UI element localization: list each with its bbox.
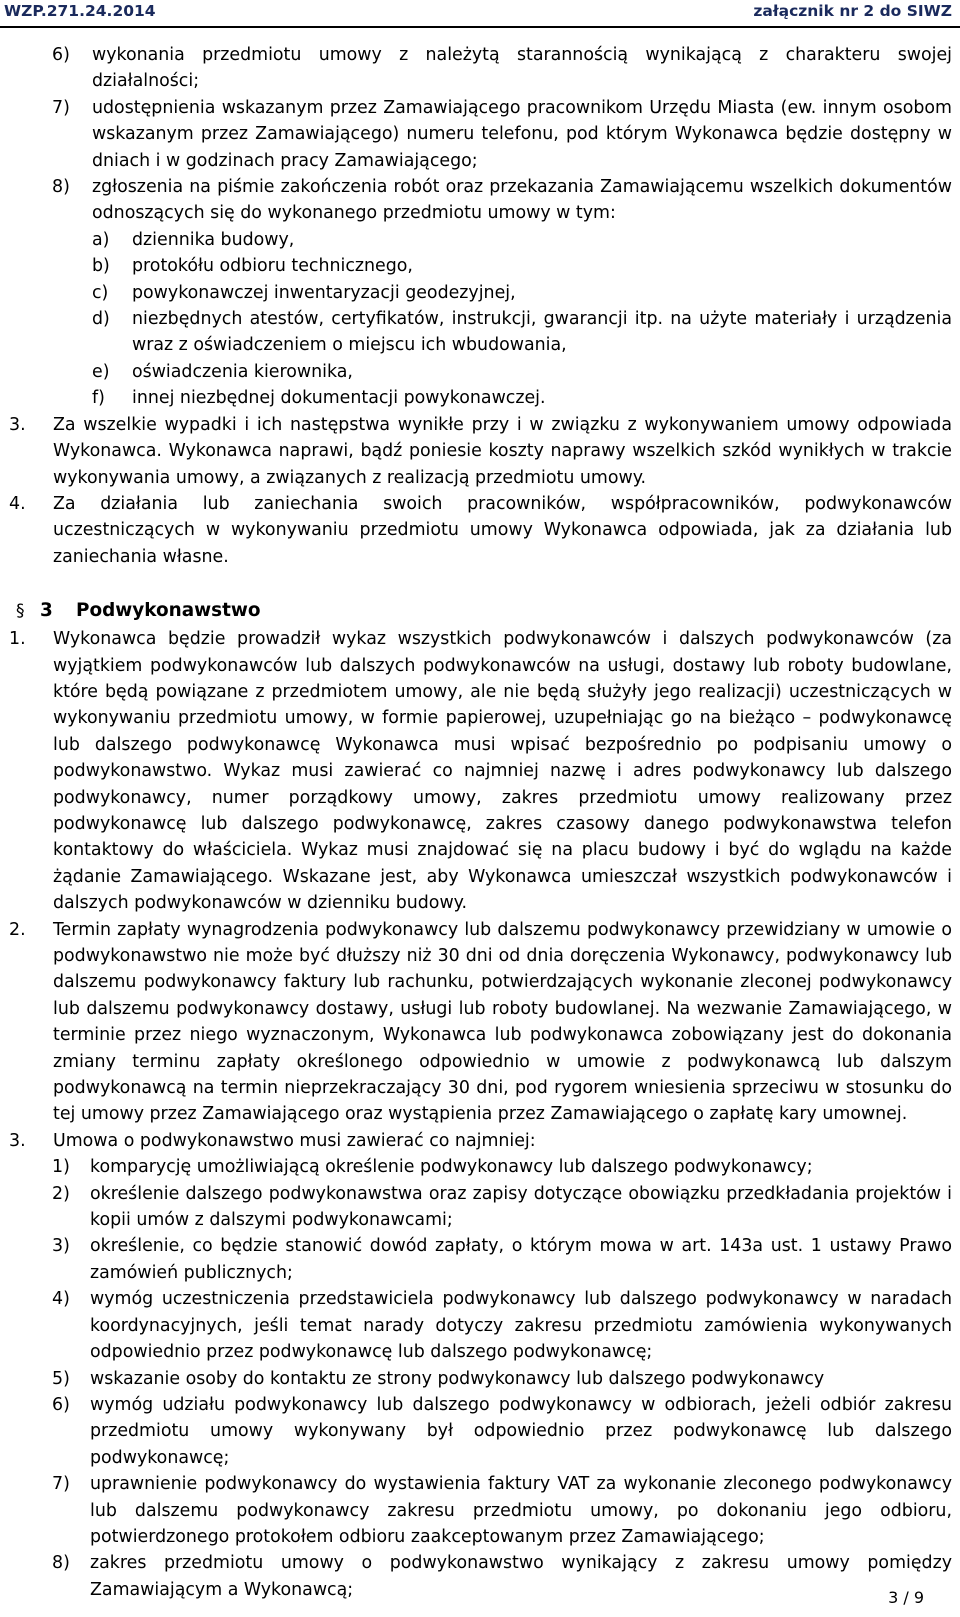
sub-list-item	[0, 359, 960, 385]
list-item	[0, 42, 960, 95]
item-letter: e)	[92, 361, 110, 382]
sub-list-item	[0, 227, 960, 253]
sub-list-item	[0, 280, 960, 306]
item-text: określenie dalszego podwykonawstwa oraz zapisy dotyczące obowiązku przedkładania projektów i kopii umów z dalszymi podwykonawcami;	[90, 1183, 952, 1231]
item-text: komparycję umożliwiającą określenie podwykonawcy lub dalszego podwykonawcy;	[90, 1157, 813, 1178]
item-number: 8)	[52, 1553, 70, 1574]
point-number: 2.	[9, 919, 26, 940]
point-number: 1.	[9, 629, 26, 650]
sub-list-item	[0, 385, 960, 411]
item-number: 7)	[52, 1474, 70, 1495]
item-text: powykonawczej inwentaryzacji geodezyjnej,	[132, 282, 516, 303]
point-text: Umowa o podwykonawstwo musi zawierać co najmniej:	[53, 1130, 536, 1151]
contract-requirement	[0, 1471, 960, 1550]
point-number: 3.	[9, 414, 26, 435]
item-number: 4)	[52, 1289, 70, 1310]
document-body	[0, 42, 960, 1603]
contract-requirement	[0, 1286, 960, 1365]
item-number: 3)	[52, 1236, 70, 1257]
item-text: udostępnienia wskazanym przez Zamawiającego pracownikom Urzędu Miasta (ew. innym osobom wskazanym przez Zamawiającego) numeru telefonu, pod którym Wykonawca będzie dostępny w dniach i w godzinach pracy Zamawiającego;	[92, 97, 952, 171]
attachment-label: załącznik nr 2 do SIWZ	[753, 2, 952, 20]
point-text: Wykonawca będzie prowadził wykaz wszystkich podwykonawców i dalszych podwykonawców (za wyjątkiem podwykonawców lub dalszych podwykonawców na usługi, dostawy lub roboty budowlane, które będą powiązane z przedmiotem umowy, ale nie będą służyły jego realizacji) uczestniczących w wykonywaniu przedmiotu umowy, w formie papierowej, uzupełniając go na bieżąco – podwykonawcę lub dalszego podwykonawcę Wykonawca musi wpisać bezpośrednio po podpisaniu umowy o podwykonawstwo. Wykaz musi zawierać co najmniej nazwę i adres podwykonawcy lub dalszego podwykonawcy, numer porządkowy umowy, zakres przedmiotu umowy realizowany przez podwykonawcę lub dalszego podwykonawcę, zakres czasowy danego podwykonawstwa telefon kontaktowy do właściciela. Wykaz musi znajdować się na placu budowy i być do wglądu na każde żądanie Zamawiającego. Wskazane jest, aby Wykonawca umieszczał wszystkich podwykonawców i dalszych podwykonawców w dzienniku budowy.	[53, 629, 952, 914]
contract-requirement	[0, 1181, 960, 1234]
item-number: 1)	[52, 1157, 70, 1178]
item-letter: b)	[92, 256, 110, 277]
section-number: 3	[40, 600, 53, 622]
paragraph-point	[0, 1128, 960, 1154]
item-letter: c)	[92, 282, 109, 303]
paragraph-point	[0, 491, 960, 570]
item-text: protokółu odbioru technicznego,	[132, 256, 413, 277]
paragraph-point	[0, 412, 960, 491]
item-number: 2)	[52, 1183, 70, 1204]
contract-requirement	[0, 1366, 960, 1392]
item-text: wskazanie osoby do kontaktu ze strony podwykonawcy lub dalszego podwykonawcy	[90, 1368, 825, 1389]
point-text: Za działania lub zaniechania swoich pracowników, współpracowników, podwykonawców uczestniczących w wykonywaniu przedmiotu umowy Wykonawca odpowiada, jak za działania lub zaniechania własne.	[53, 493, 952, 567]
list-item	[0, 174, 960, 227]
document-reference: WZP.271.24.2014	[4, 2, 156, 20]
section-symbol: §	[16, 601, 25, 622]
item-number: 6)	[52, 45, 70, 65]
item-number: 6)	[52, 1394, 70, 1415]
item-text: wykonania przedmiotu umowy z należytą starannością wynikającą z charakteru swojej działalności;	[92, 45, 952, 92]
paragraph-point	[0, 917, 960, 1128]
item-number: 8)	[52, 177, 70, 198]
page-number: 3 / 9	[888, 1588, 924, 1607]
sub-list-item	[0, 253, 960, 279]
item-number: 7)	[52, 97, 70, 118]
section-heading	[0, 596, 960, 626]
item-text: uprawnienie podwykonawcy do wystawienia faktury VAT za wykonanie zleconego podwykonawcy lub dalszemu podwykonawcy zakresu przedmiotu umowy, po dokonaniu jego odbioru, potwierdzonego protokołem odbioru zaakceptowanym przez Zamawiającego;	[90, 1474, 952, 1547]
list-item	[0, 95, 960, 174]
item-letter: f)	[92, 388, 105, 409]
contract-requirement	[0, 1154, 960, 1180]
item-letter: d)	[92, 309, 110, 330]
item-text: zakres przedmiotu umowy o podwykonawstwo wynikający z zakresu umowy pomiędzy Zamawiającym a Wykonawcą;	[90, 1553, 952, 1600]
item-text: określenie, co będzie stanowić dowód zapłaty, o którym mowa w art. 143a ust. 1 ustawy Prawo zamówień publicznych;	[90, 1236, 952, 1283]
item-letter: a)	[92, 229, 110, 250]
point-text: Za wszelkie wypadki i ich następstwa wynikłe przy i w związku z wykonywaniem umowy odpowiada Wykonawca. Wykonawca naprawi, bądź poniesie koszty naprawy wszelkich szkód wynikłych w trakcie wykonywania umowy, a związanych z realizacją przedmiotu umowy.	[53, 414, 952, 488]
item-text: niezbędnych atestów, certyfikatów, instrukcji, gwarancji itp. na użyte materiały i urządzenia wraz z oświadczeniem o miejscu ich wbudowania,	[132, 309, 952, 356]
contract-requirement	[0, 1550, 960, 1603]
item-text: dziennika budowy,	[132, 229, 295, 250]
paragraph-point	[0, 626, 960, 916]
item-text: zgłoszenia na piśmie zakończenia robót oraz przekazania Zamawiającemu wszelkich dokumentów odnoszących się do wykonanego przedmiotu umowy w tym:	[92, 177, 952, 224]
page-header	[0, 0, 960, 28]
section-title: Podwykonawstwo	[76, 600, 261, 622]
item-text: oświadczenia kierownika,	[132, 361, 353, 382]
point-number: 3.	[9, 1130, 26, 1151]
sub-list-item	[0, 306, 960, 359]
item-text: innej niezbędnej dokumentacji powykonawczej.	[132, 388, 546, 409]
contract-requirement	[0, 1392, 960, 1471]
item-number: 5)	[52, 1368, 70, 1389]
point-text: Termin zapłaty wynagrodzenia podwykonawcy lub dalszemu podwykonawcy przewidziany w umowie o podwykonawstwo nie może być dłuższy niż 30 dni od dnia doręczenia Wykonawcy, podwykonawcy lub dalszemu podwykonawcy faktury lub rachunku, potwierdzających wykonanie zleconej podwykonawcy lub dalszemu podwykonawcy dostawy, usługi lub roboty budowlanej. Na wezwanie Zamawiającego, w terminie przez niego wyznaczonym, Wykonawca lub podwykonawca zobowiązany jest do dokonania zmiany terminu zapłaty określonego odpowiednio w umowie z podwykonawcą lub dalszym podwykonawcą na termin nieprzekraczający 30 dni, pod rygorem wniesienia sprzeciwu w stosunku do tej umowy przez Zamawiającego oraz wystąpienia przez Zamawiającego o zapłatę kary umownej.	[53, 919, 952, 1125]
point-number: 4.	[9, 493, 26, 514]
item-text: wymóg udziału podwykonawcy lub dalszego podwykonawcy w odbiorach, jeżeli odbiór zakresu przedmiotu umowy wykonywany był odpowiednio przez podwykonawcę lub dalszego podwykonawcę;	[90, 1394, 952, 1468]
contract-requirement	[0, 1233, 960, 1286]
item-text: wymóg uczestniczenia przedstawiciela podwykonawcy lub dalszego podwykonawcy w naradach koordynacyjnych, jeśli temat narady dotyczy zakresu przedmiotu zamówienia wykonywanych odpowiednio przez podwykonawcę lub dalszego podwykonawcę;	[90, 1289, 952, 1363]
